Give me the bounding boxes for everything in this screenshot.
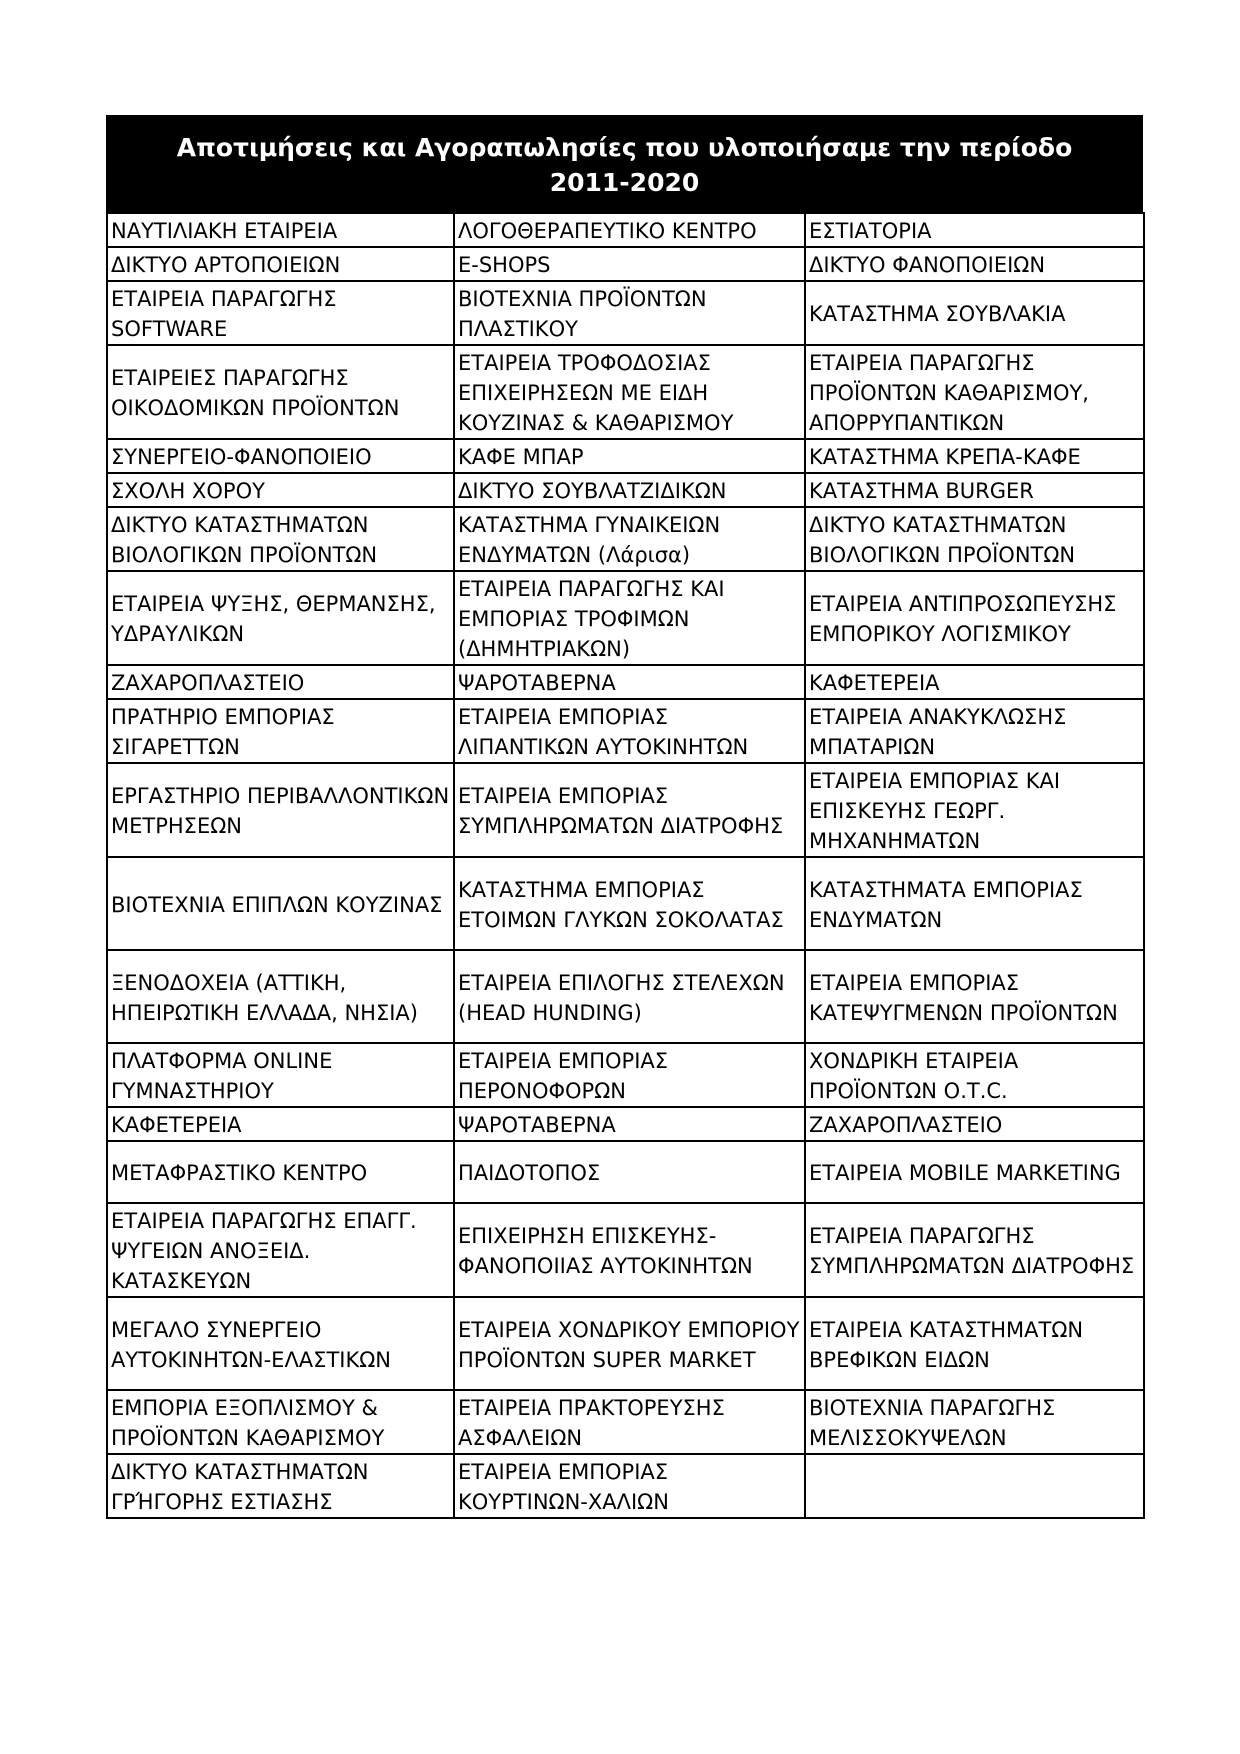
table-cell: ΕΤΑΙΡΕΙΑ MOBILE MARKETING <box>805 1141 1144 1203</box>
company-table <box>106 212 1145 1519</box>
table-cell: ΜΕΓΑΛΟ ΣΥΝΕΡΓΕΙΟ ΑΥΤΟΚΙΝΗΤΩΝ-ΕΛΑΣΤΙΚΩΝ <box>107 1297 454 1390</box>
table-cell: ΔΙΚΤΥΟ ΚΑΤΑΣΤΗΜΑΤΩΝ ΒΙΟΛΟΓΙΚΩΝ ΠΡΟΪΟΝΤΩΝ <box>107 507 454 571</box>
table-cell: ΖΑΧΑΡΟΠΛΑΣΤΕΙΟ <box>805 1107 1144 1141</box>
table-cell: ΛΟΓΟΘΕΡΑΠΕΥΤΙΚΟ ΚΕΝΤΡΟ <box>454 213 805 247</box>
table-row <box>107 571 1144 665</box>
table-cell: ΔΙΚΤΥΟ ΦΑΝΟΠΟΙΕΙΩΝ <box>805 247 1144 281</box>
table-cell <box>805 1454 1144 1518</box>
table-row <box>107 699 1144 763</box>
table-cell: ΚΑΤΑΣΤΗΜΑ ΚΡΕΠΑ-ΚΑΦΕ <box>805 439 1144 473</box>
table-cell: ΠΑΙΔΟΤΟΠΟΣ <box>454 1141 805 1203</box>
document-title: Αποτιμήσεις και Αγοραπωλησίες που υλοποιήσαμε την περίοδο 2011-2020 <box>106 115 1143 212</box>
table-cell: ΕΣΤΙΑΤΟΡΙΑ <box>805 213 1144 247</box>
table-cell: ΨΑΡΟΤΑΒΕΡΝΑ <box>454 665 805 699</box>
table-row <box>107 1141 1144 1203</box>
table-cell: ΧΟΝΔΡΙΚΗ ΕΤΑΙΡΕΙΑ ΠΡΟΪΟΝΤΩΝ Ο.Τ.C. <box>805 1043 1144 1107</box>
table-row <box>107 213 1144 247</box>
table-body <box>107 213 1144 1518</box>
table-row <box>107 1390 1144 1454</box>
table-cell: ΚΑΤΑΣΤΗΜΑ ΣΟΥΒΛΑΚΙΑ <box>805 281 1144 345</box>
table-cell: ΖΑΧΑΡΟΠΛΑΣΤΕΙΟ <box>107 665 454 699</box>
table-cell: ΠΡΑΤΗΡΙΟ ΕΜΠΟΡΙΑΣ ΣΙΓΑΡΕΤΤΩΝ <box>107 699 454 763</box>
table-cell: ΒΙΟΤΕΧΝΙΑ ΕΠΙΠΛΩΝ ΚΟΥΖΙΝΑΣ <box>107 857 454 950</box>
table-cell: ΔΙΚΤΥΟ ΚΑΤΑΣΤΗΜΑΤΩΝ ΒΙΟΛΟΓΙΚΩΝ ΠΡΟΪΟΝΤΩΝ <box>805 507 1144 571</box>
table-row <box>107 1043 1144 1107</box>
table-cell: ΠΛΑΤΦΟΡΜΑ ONLINE ΓΥΜΝΑΣΤΗΡΙΟΥ <box>107 1043 454 1107</box>
table-cell: ΕΤΑΙΡΕΙΑ ΠΡΑΚΤΟΡΕΥΣΗΣ ΑΣΦΑΛΕΙΩΝ <box>454 1390 805 1454</box>
table-cell: ΚΑΤΑΣΤΗΜΑ ΕΜΠΟΡΙΑΣ ΕΤΟΙΜΩΝ ΓΛΥΚΩΝ ΣΟΚΟΛΑΤΑΣ <box>454 857 805 950</box>
table-cell: ΕΤΑΙΡΕΙΑ ΠΑΡΑΓΩΓΗΣ SOFTWARE <box>107 281 454 345</box>
table-cell: ΒΙΟΤΕΧΝΙΑ ΠΑΡΑΓΩΓΗΣ ΜΕΛΙΣΣΟΚΥΨΕΛΩΝ <box>805 1390 1144 1454</box>
table-cell: ΕΤΑΙΡΕΙΑ ΑΝΑΚΥΚΛΩΣΗΣ ΜΠΑΤΑΡΙΩΝ <box>805 699 1144 763</box>
table-row <box>107 1454 1144 1518</box>
table-cell: ΕΠΙΧΕΙΡΗΣΗ ΕΠΙΣΚΕΥΗΣ-ΦΑΝΟΠΟΙΙΑΣ ΑΥΤΟΚΙΝΗΤΩΝ <box>454 1203 805 1297</box>
table-cell: ΕΤΑΙΡΕΙΑ ΤΡΟΦΟΔΟΣΙΑΣ ΕΠΙΧΕΙΡΗΣΕΩΝ ΜΕ ΕΙΔΗ ΚΟΥΖΙΝΑΣ & ΚΑΘΑΡΙΣΜΟΥ <box>454 345 805 439</box>
table-cell: ΕΤΑΙΡΕΙΑ ΕΜΠΟΡΙΑΣ ΠΕΡΟΝΟΦΟΡΩΝ <box>454 1043 805 1107</box>
table-cell: ΕΤΑΙΡΕΙΑ ΕΜΠΟΡΙΑΣ ΛΙΠΑΝΤΙΚΩΝ ΑΥΤΟΚΙΝΗΤΩΝ <box>454 699 805 763</box>
table-cell: ΕΤΑΙΡΕΙΑ ΠΑΡΑΓΩΓΗΣ ΕΠΑΓΓ. ΨΥΓΕΙΩΝ ΑΝΟΞΕΙΔ. ΚΑΤΑΣΚΕΥΩΝ <box>107 1203 454 1297</box>
table-row <box>107 1203 1144 1297</box>
table-cell: ΚΑΦΕΤΕΡΕΙΑ <box>107 1107 454 1141</box>
table-cell: ΕΤΑΙΡΕΙΑ ΕΜΠΟΡΙΑΣ ΣΥΜΠΛΗΡΩΜΑΤΩΝ ΔΙΑΤΡΟΦΗΣ <box>454 763 805 857</box>
table-cell: ΞΕΝΟΔΟΧΕΙΑ (ΑΤΤΙΚΗ, ΗΠΕΙΡΩΤΙΚΗ ΕΛΛΑΔΑ, ΝΗΣΙΑ) <box>107 950 454 1043</box>
table-cell: ΕΤΑΙΡΕΙΑ ΕΠΙΛΟΓΗΣ ΣΤΕΛΕΧΩΝ (HEAD HUNDING) <box>454 950 805 1043</box>
table-cell: ΝΑΥΤΙΛΙΑΚΗ ΕΤΑΙΡΕΙΑ <box>107 213 454 247</box>
table-cell: ΒΙΟΤΕΧΝΙΑ ΠΡΟΪΟΝΤΩΝ ΠΛΑΣΤΙΚΟΥ <box>454 281 805 345</box>
table-cell: ΕΡΓΑΣΤΗΡΙΟ ΠΕΡΙΒΑΛΛΟΝΤΙΚΩΝ ΜΕΤΡΗΣΕΩΝ <box>107 763 454 857</box>
table-row <box>107 507 1144 571</box>
table-cell: ΚΑΦΕ ΜΠΑΡ <box>454 439 805 473</box>
table-cell: ΕΤΑΙΡΕΙΑ ΨΥΞΗΣ, ΘΕΡΜΑΝΣΗΣ, ΥΔΡΑΥΛΙΚΩΝ <box>107 571 454 665</box>
table-cell: E-SHOPS <box>454 247 805 281</box>
table-cell: ΕΤΑΙΡΕΙΑ ΑΝΤΙΠΡΟΣΩΠΕΥΣΗΣ ΕΜΠΟΡΙΚΟΥ ΛΟΓΙΣΜΙΚΟΥ <box>805 571 1144 665</box>
table-row <box>107 950 1144 1043</box>
table-cell: ΔΙΚΤΥΟ ΑΡΤΟΠΟΙΕΙΩΝ <box>107 247 454 281</box>
table-row <box>107 439 1144 473</box>
table-row <box>107 1297 1144 1390</box>
table-cell: ΕΤΑΙΡΕΙΑ ΧΟΝΔΡΙΚΟΥ ΕΜΠΟΡΙΟΥ ΠΡΟΪΟΝΤΩΝ SUPER MARKET <box>454 1297 805 1390</box>
table-cell: ΔΙΚΤΥΟ ΣΟΥΒΛΑΤΖΙΔΙΚΩΝ <box>454 473 805 507</box>
table-row <box>107 345 1144 439</box>
document-sheet <box>106 115 1143 1519</box>
table-cell: ΕΤΑΙΡΕΙΕΣ ΠΑΡΑΓΩΓΗΣ ΟΙΚΟΔΟΜΙΚΩΝ ΠΡΟΪΟΝΤΩΝ <box>107 345 454 439</box>
table-cell: ΕΤΑΙΡΕΙΑ ΠΑΡΑΓΩΓΗΣ ΠΡΟΪΟΝΤΩΝ ΚΑΘΑΡΙΣΜΟΥ, ΑΠΟΡΡΥΠΑΝΤΙΚΩΝ <box>805 345 1144 439</box>
table-cell: ΣΥΝΕΡΓΕΙΟ-ΦΑΝΟΠΟΙΕΙΟ <box>107 439 454 473</box>
table-row <box>107 1107 1144 1141</box>
table-row <box>107 763 1144 857</box>
table-row <box>107 247 1144 281</box>
table-cell: ΚΑΦΕΤΕΡΕΙΑ <box>805 665 1144 699</box>
table-cell: ΕΤΑΙΡΕΙΑ ΠΑΡΑΓΩΓΗΣ ΣΥΜΠΛΗΡΩΜΑΤΩΝ ΔΙΑΤΡΟΦΗΣ <box>805 1203 1144 1297</box>
table-row <box>107 665 1144 699</box>
table-cell: ΚΑΤΑΣΤΗΜΑ ΓΥΝΑΙΚΕΙΩΝ ΕΝΔΥΜΑΤΩΝ (Λάρισα) <box>454 507 805 571</box>
table-cell: ΕΤΑΙΡΕΙΑ ΕΜΠΟΡΙΑΣ ΚΟΥΡΤΙΝΩΝ-ΧΑΛΙΩΝ <box>454 1454 805 1518</box>
table-cell: ΚΑΤΑΣΤΗΜΑΤΑ ΕΜΠΟΡΙΑΣ ΕΝΔΥΜΑΤΩΝ <box>805 857 1144 950</box>
table-cell: ΕΤΑΙΡΕΙΑ ΕΜΠΟΡΙΑΣ ΚΑΙ ΕΠΙΣΚΕΥΗΣ ΓΕΩΡΓ. ΜΗΧΑΝΗΜΑΤΩΝ <box>805 763 1144 857</box>
table-cell: ΚΑΤΑΣΤΗΜΑ BURGER <box>805 473 1144 507</box>
table-cell: ΕΤΑΙΡΕΙΑ ΚΑΤΑΣΤΗΜΑΤΩΝ ΒΡΕΦΙΚΩΝ ΕΙΔΩΝ <box>805 1297 1144 1390</box>
table-row <box>107 281 1144 345</box>
table-cell: ΕΜΠΟΡΙΑ ΕΞΟΠΛΙΣΜΟΥ & ΠΡΟΪΟΝΤΩΝ ΚΑΘΑΡΙΣΜΟΥ <box>107 1390 454 1454</box>
table-row <box>107 857 1144 950</box>
table-cell: ΜΕΤΑΦΡΑΣΤΙΚΟ ΚΕΝΤΡΟ <box>107 1141 454 1203</box>
table-cell: ΣΧΟΛΗ ΧΟΡΟΥ <box>107 473 454 507</box>
table-cell: ΨΑΡΟΤΑΒΕΡΝΑ <box>454 1107 805 1141</box>
table-cell: ΕΤΑΙΡΕΙΑ ΕΜΠΟΡΙΑΣ ΚΑΤΕΨΥΓΜΕΝΩΝ ΠΡΟΪΟΝΤΩΝ <box>805 950 1144 1043</box>
table-row <box>107 473 1144 507</box>
table-cell: ΔΙΚΤΥΟ ΚΑΤΑΣΤΗΜΑΤΩΝ ΓΡΉΓΟΡΗΣ ΕΣΤΙΑΣΗΣ <box>107 1454 454 1518</box>
table-cell: ΕΤΑΙΡΕΙΑ ΠΑΡΑΓΩΓΗΣ ΚΑΙ ΕΜΠΟΡΙΑΣ ΤΡΟΦΙΜΩΝ (ΔΗΜΗΤΡΙΑΚΩΝ) <box>454 571 805 665</box>
